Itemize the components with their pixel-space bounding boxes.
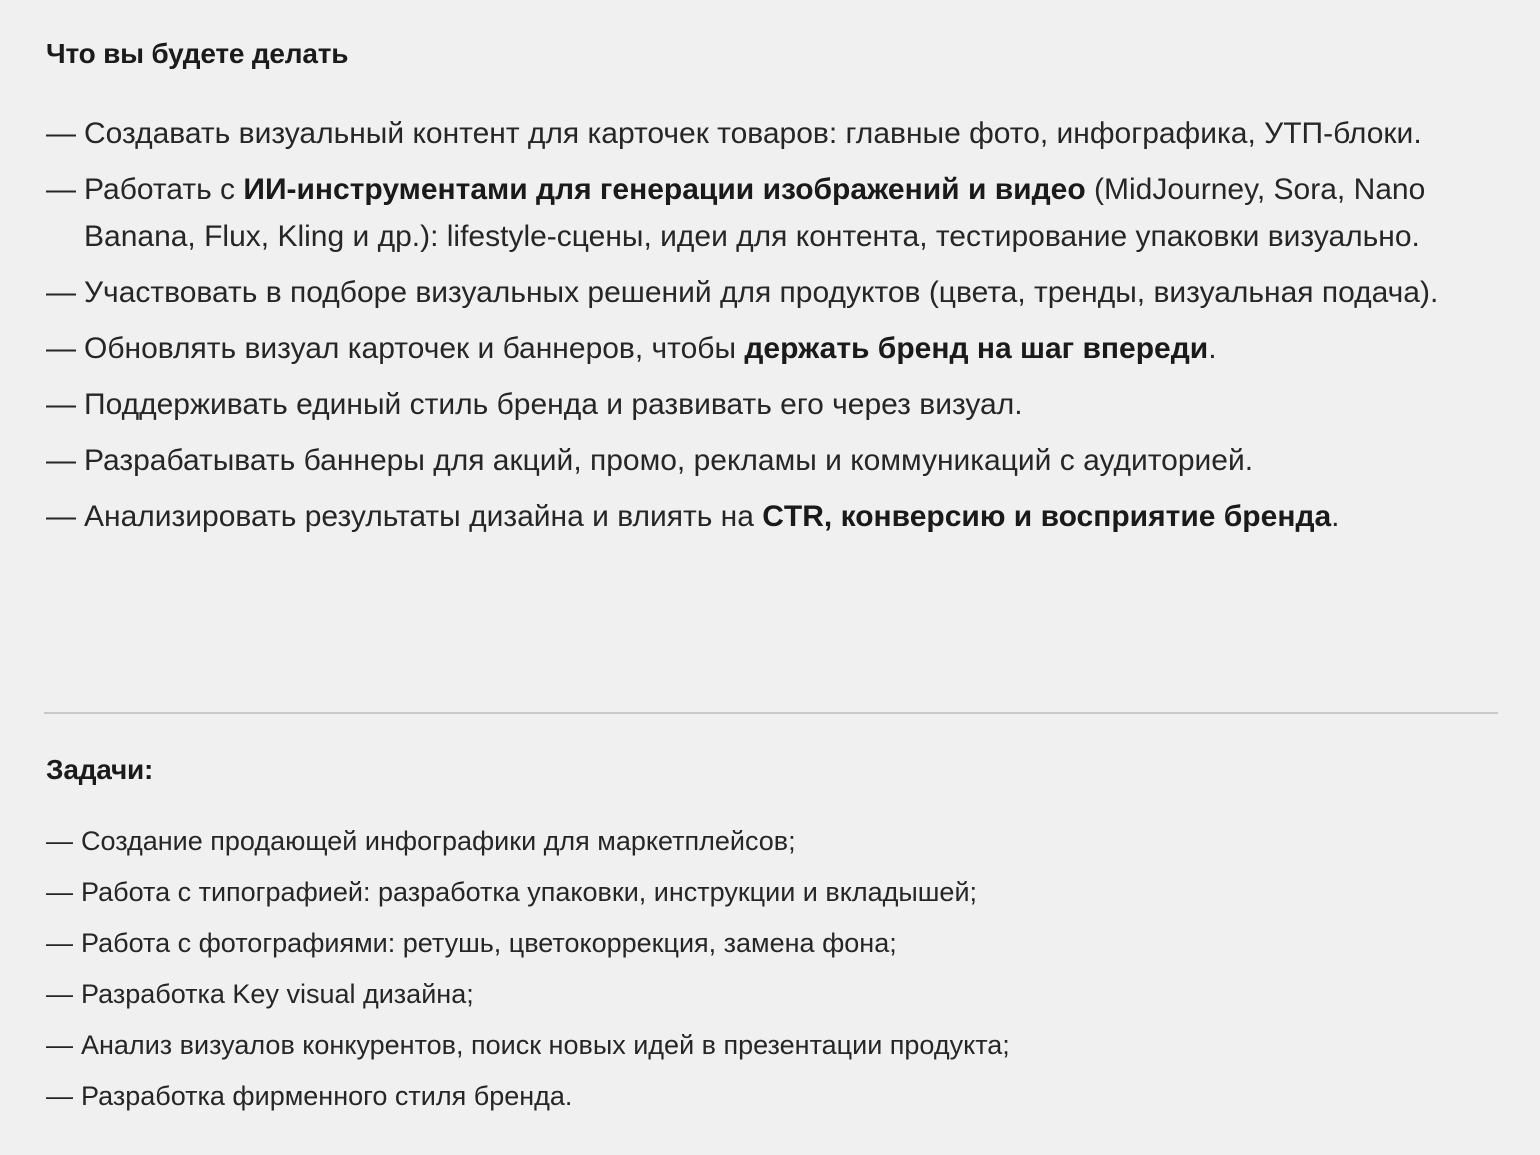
list-item (46, 867, 1486, 918)
list-item (46, 1020, 1486, 1071)
dash-bullet: — (46, 1030, 73, 1060)
item-text: Создавать визуальный контент для карточек товаров: главные фото, инфографика, УТП-блоки. (84, 117, 1422, 150)
list-item (46, 918, 1486, 969)
tasks-list (46, 816, 1486, 1122)
dash-bullet: — (46, 276, 76, 309)
item-text: Работа с фотографиями: ретушь, цветокоррекция, замена фона; (81, 928, 897, 958)
list-item (46, 969, 1486, 1020)
dash-bullet: — (46, 500, 76, 533)
list-item (46, 493, 1486, 540)
list-item (46, 437, 1486, 484)
item-text-bold: ИИ-инструментами для генерации изображений и видео (243, 173, 1086, 206)
item-text: Разработка Key visual дизайна; (81, 979, 474, 1009)
item-text: Анализ визуалов конкурентов, поиск новых идей в презентации продукта; (81, 1030, 1010, 1060)
dash-bullet: — (46, 979, 73, 1009)
section-title-what-you-will-do: Что вы будете делать (46, 38, 349, 69)
list-item (46, 166, 1486, 260)
item-text: . (1331, 500, 1340, 533)
list-item (46, 816, 1486, 867)
dash-bullet: — (46, 1081, 73, 1111)
item-text: Поддерживать единый стиль бренда и развивать его через визуал. (84, 388, 1023, 421)
dash-bullet: — (46, 332, 76, 365)
dash-bullet: — (46, 928, 73, 958)
item-text: Участвовать в подборе визуальных решений для продуктов (цвета, тренды, визуальная подача). (84, 276, 1439, 309)
item-text: Создание продающей инфографики для маркетплейсов; (81, 826, 796, 856)
dash-bullet: — (46, 388, 76, 421)
item-text: Разрабатывать баннеры для акций, промо, рекламы и коммуникаций с аудиторией. (84, 444, 1254, 477)
dash-bullet: — (46, 173, 76, 206)
item-text: Обновлять визуал карточек и баннеров, чтобы (84, 332, 745, 365)
item-text: (MidJourney, Sora, Nano Banana, Flux, Kling и др.): lifestyle-сцены, идеи для контента, тестирование упаковки визуально. (84, 173, 1426, 253)
dash-bullet: — (46, 877, 73, 907)
item-text-bold: CTR, конверсию и восприятие бренда (762, 500, 1332, 533)
item-text-bold: держать бренд на шаг впереди (744, 332, 1209, 365)
section-divider (44, 712, 1498, 714)
list-item (46, 1071, 1486, 1122)
item-text: Работа с типографией: разработка упаковки, инструкции и вкладышей; (81, 877, 978, 907)
list-item (46, 325, 1486, 372)
list-item (46, 381, 1486, 428)
dash-bullet: — (46, 117, 76, 150)
item-text: Анализировать результаты дизайна и влиять на (84, 500, 763, 533)
section-title-tasks: Задачи: (46, 754, 154, 785)
list-item (46, 269, 1486, 316)
dash-bullet: — (46, 826, 73, 856)
item-text: Работать с (84, 173, 244, 206)
item-text: Разработка фирменного стиля бренда. (81, 1081, 573, 1111)
list-item (46, 110, 1486, 157)
responsibilities-list (46, 110, 1486, 549)
dash-bullet: — (46, 444, 76, 477)
item-text: . (1208, 332, 1217, 365)
